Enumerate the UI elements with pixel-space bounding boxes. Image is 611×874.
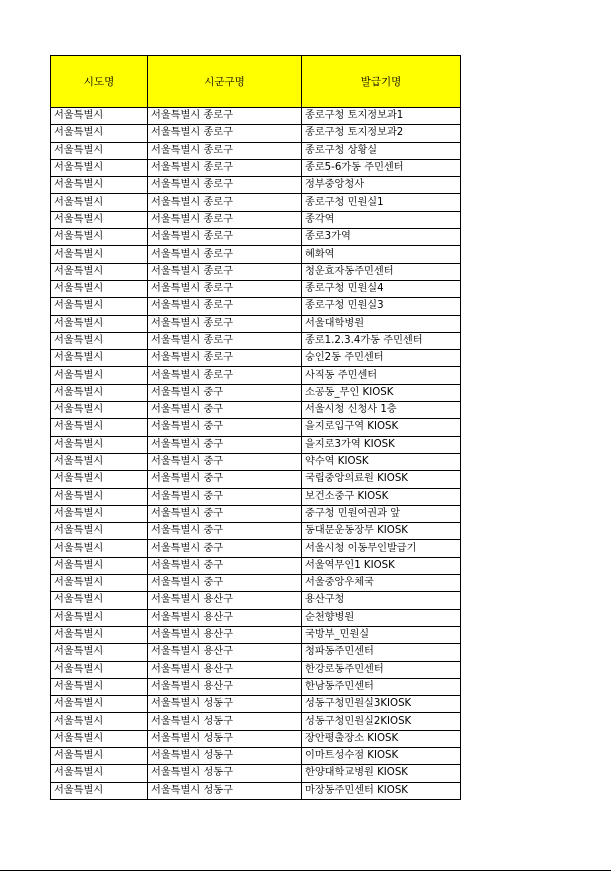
cell-kiosk-name: 사직동 주민센터 [302, 367, 461, 384]
table-row [51, 194, 461, 211]
cell-sigungu: 서울특별시 용산구 [148, 661, 302, 678]
cell-sido: 서울특별시 [51, 523, 148, 540]
cell-kiosk-name: 서울시청 이동무인발급기 [302, 540, 461, 557]
cell-kiosk-name: 성동구청민원실3KIOSK [302, 696, 461, 713]
cell-sido: 서울특별시 [51, 765, 148, 782]
cell-sigungu: 서울특별시 용산구 [148, 609, 302, 626]
table-row [51, 765, 461, 782]
cell-sigungu: 서울특별시 성동구 [148, 765, 302, 782]
cell-sido: 서울특별시 [51, 713, 148, 730]
table-row [51, 471, 461, 488]
table-row [51, 177, 461, 194]
cell-kiosk-name: 성동구청민원실2KIOSK [302, 713, 461, 730]
table-row [51, 142, 461, 159]
cell-kiosk-name: 종로구청 토지정보과1 [302, 108, 461, 125]
cell-sigungu: 서울특별시 중구 [148, 436, 302, 453]
table-row [51, 609, 461, 626]
cell-sigungu: 서울특별시 종로구 [148, 177, 302, 194]
table-row [51, 246, 461, 263]
cell-kiosk-name: 을지로3가역 KIOSK [302, 436, 461, 453]
cell-kiosk-name: 한강로동주민센터 [302, 661, 461, 678]
table-row [51, 575, 461, 592]
cell-sido: 서울특별시 [51, 453, 148, 470]
cell-sido: 서울특별시 [51, 211, 148, 228]
cell-sido: 서울특별시 [51, 246, 148, 263]
table-row [51, 159, 461, 176]
cell-sido: 서울특별시 [51, 419, 148, 436]
cell-sigungu: 서울특별시 용산구 [148, 678, 302, 695]
spreadsheet-area [50, 55, 461, 800]
cell-kiosk-name: 종로구청 토지정보과2 [302, 125, 461, 142]
cell-sido: 서울특별시 [51, 471, 148, 488]
cell-sido: 서울특별시 [51, 488, 148, 505]
cell-kiosk-name: 소공동_무인 KIOSK [302, 384, 461, 401]
cell-sido: 서울특별시 [51, 505, 148, 522]
cell-sigungu: 서울특별시 용산구 [148, 644, 302, 661]
cell-sigungu: 서울특별시 종로구 [148, 246, 302, 263]
cell-sigungu: 서울특별시 종로구 [148, 332, 302, 349]
table-row [51, 644, 461, 661]
cell-kiosk-name: 청운효자동주민센터 [302, 263, 461, 280]
cell-kiosk-name: 종로구청 민원실3 [302, 298, 461, 315]
cell-sigungu: 서울특별시 중구 [148, 471, 302, 488]
cell-sigungu: 서울특별시 성동구 [148, 730, 302, 747]
cell-kiosk-name: 장안평출장소 KIOSK [302, 730, 461, 747]
cell-sido: 서울특별시 [51, 108, 148, 125]
cell-sido: 서울특별시 [51, 661, 148, 678]
header-row [51, 56, 461, 108]
cell-sido: 서울특별시 [51, 177, 148, 194]
table-row [51, 402, 461, 419]
cell-sigungu: 서울특별시 성동구 [148, 747, 302, 764]
cell-sigungu: 서울특별시 종로구 [148, 350, 302, 367]
table-body [51, 108, 461, 800]
cell-kiosk-name: 중구청 민원여권과 앞 [302, 505, 461, 522]
table-row [51, 505, 461, 522]
table-row [51, 730, 461, 747]
cell-kiosk-name: 서울대학병원 [302, 315, 461, 332]
cell-sigungu: 서울특별시 종로구 [148, 263, 302, 280]
cell-kiosk-name: 청파동주민센터 [302, 644, 461, 661]
cell-kiosk-name: 종각역 [302, 211, 461, 228]
cell-sigungu: 서울특별시 종로구 [148, 367, 302, 384]
table-row [51, 280, 461, 297]
cell-sido: 서울특별시 [51, 142, 148, 159]
table-row [51, 263, 461, 280]
cell-sigungu: 서울특별시 종로구 [148, 280, 302, 297]
table-row [51, 384, 461, 401]
cell-sido: 서울특별시 [51, 696, 148, 713]
cell-sido: 서울특별시 [51, 540, 148, 557]
cell-sigungu: 서울특별시 성동구 [148, 696, 302, 713]
table-row [51, 678, 461, 695]
cell-sigungu: 서울특별시 종로구 [148, 125, 302, 142]
table-row [51, 125, 461, 142]
table-row [51, 436, 461, 453]
header-kiosk-name: 발급기명 [302, 56, 461, 108]
cell-sigungu: 서울특별시 용산구 [148, 592, 302, 609]
cell-sido: 서울특별시 [51, 575, 148, 592]
table-row [51, 298, 461, 315]
cell-kiosk-name: 서울중앙우체국 [302, 575, 461, 592]
cell-sido: 서울특별시 [51, 367, 148, 384]
cell-sido: 서울특별시 [51, 315, 148, 332]
cell-sido: 서울특별시 [51, 298, 148, 315]
cell-sigungu: 서울특별시 종로구 [148, 142, 302, 159]
cell-sigungu: 서울특별시 중구 [148, 488, 302, 505]
cell-kiosk-name: 서울시청 신청사 1층 [302, 402, 461, 419]
cell-sigungu: 서울특별시 중구 [148, 402, 302, 419]
cell-sigungu: 서울특별시 중구 [148, 453, 302, 470]
cell-sido: 서울특별시 [51, 747, 148, 764]
cell-kiosk-name: 종로구청 상황실 [302, 142, 461, 159]
cell-sigungu: 서울특별시 종로구 [148, 229, 302, 246]
cell-sido: 서울특별시 [51, 229, 148, 246]
cell-kiosk-name: 정부중앙청사 [302, 177, 461, 194]
cell-sido: 서울특별시 [51, 609, 148, 626]
cell-kiosk-name: 국립중앙의료원 KIOSK [302, 471, 461, 488]
cell-kiosk-name: 동대문운동장무 KIOSK [302, 523, 461, 540]
cell-kiosk-name: 종로3가역 [302, 229, 461, 246]
cell-sido: 서울특별시 [51, 125, 148, 142]
cell-sigungu: 서울특별시 종로구 [148, 315, 302, 332]
cell-kiosk-name: 보건소중구 KIOSK [302, 488, 461, 505]
cell-kiosk-name: 종로구청 민원실1 [302, 194, 461, 211]
table-row [51, 367, 461, 384]
cell-sido: 서울특별시 [51, 678, 148, 695]
cell-kiosk-name: 국방부_민원실 [302, 626, 461, 643]
cell-sigungu: 서울특별시 종로구 [148, 211, 302, 228]
table-row [51, 523, 461, 540]
table-row [51, 419, 461, 436]
table-row [51, 488, 461, 505]
table-row [51, 592, 461, 609]
cell-sido: 서울특별시 [51, 730, 148, 747]
table-row [51, 332, 461, 349]
cell-sigungu: 서울특별시 중구 [148, 557, 302, 574]
cell-sido: 서울특별시 [51, 263, 148, 280]
cell-sido: 서울특별시 [51, 626, 148, 643]
cell-kiosk-name: 한양대학교병원 KIOSK [302, 765, 461, 782]
cell-sigungu: 서울특별시 중구 [148, 575, 302, 592]
cell-sigungu: 서울특별시 성동구 [148, 713, 302, 730]
cell-sigungu: 서울특별시 중구 [148, 505, 302, 522]
table-row [51, 108, 461, 125]
cell-kiosk-name: 숭인2동 주민센터 [302, 350, 461, 367]
table-row [51, 713, 461, 730]
cell-kiosk-name: 순천향병원 [302, 609, 461, 626]
cell-sigungu: 서울특별시 중구 [148, 419, 302, 436]
cell-sigungu: 서울특별시 중구 [148, 540, 302, 557]
table-row [51, 315, 461, 332]
cell-kiosk-name: 서울역무인1 KIOSK [302, 557, 461, 574]
cell-kiosk-name: 을지로입구역 KIOSK [302, 419, 461, 436]
cell-kiosk-name: 혜화역 [302, 246, 461, 263]
cell-sido: 서울특별시 [51, 384, 148, 401]
cell-kiosk-name: 용산구청 [302, 592, 461, 609]
cell-sido: 서울특별시 [51, 402, 148, 419]
cell-sido: 서울특별시 [51, 592, 148, 609]
cell-sigungu: 서울특별시 용산구 [148, 626, 302, 643]
cell-sido: 서울특별시 [51, 557, 148, 574]
cell-kiosk-name: 종로구청 민원실4 [302, 280, 461, 297]
cell-sido: 서울특별시 [51, 350, 148, 367]
table-row [51, 350, 461, 367]
cell-sigungu: 서울특별시 종로구 [148, 194, 302, 211]
table-row [51, 782, 461, 799]
cell-sido: 서울특별시 [51, 782, 148, 799]
cell-kiosk-name: 한남동주민센터 [302, 678, 461, 695]
cell-sigungu: 서울특별시 중구 [148, 523, 302, 540]
table-row [51, 747, 461, 764]
header-sido: 시도명 [51, 56, 148, 108]
cell-kiosk-name: 종로5-6가동 주민센터 [302, 159, 461, 176]
page-divider [0, 870, 611, 871]
cell-sigungu: 서울특별시 종로구 [148, 159, 302, 176]
table-row [51, 540, 461, 557]
cell-sido: 서울특별시 [51, 280, 148, 297]
cell-sigungu: 서울특별시 성동구 [148, 782, 302, 799]
cell-sido: 서울특별시 [51, 332, 148, 349]
cell-sido: 서울특별시 [51, 194, 148, 211]
cell-kiosk-name: 종로1.2.3.4가동 주민센터 [302, 332, 461, 349]
table-row [51, 626, 461, 643]
cell-kiosk-name: 이마트성수점 KIOSK [302, 747, 461, 764]
table-row [51, 661, 461, 678]
cell-sigungu: 서울특별시 종로구 [148, 108, 302, 125]
cell-sigungu: 서울특별시 종로구 [148, 298, 302, 315]
cell-sido: 서울특별시 [51, 644, 148, 661]
table-row [51, 229, 461, 246]
cell-sigungu: 서울특별시 중구 [148, 384, 302, 401]
table-row [51, 453, 461, 470]
cell-kiosk-name: 약수역 KIOSK [302, 453, 461, 470]
cell-kiosk-name: 마장동주민센터 KIOSK [302, 782, 461, 799]
cell-sido: 서울특별시 [51, 159, 148, 176]
table-row [51, 557, 461, 574]
header-sigungu: 시군구명 [148, 56, 302, 108]
table-row [51, 211, 461, 228]
cell-sido: 서울특별시 [51, 436, 148, 453]
table-row [51, 696, 461, 713]
kiosk-table [50, 55, 461, 800]
